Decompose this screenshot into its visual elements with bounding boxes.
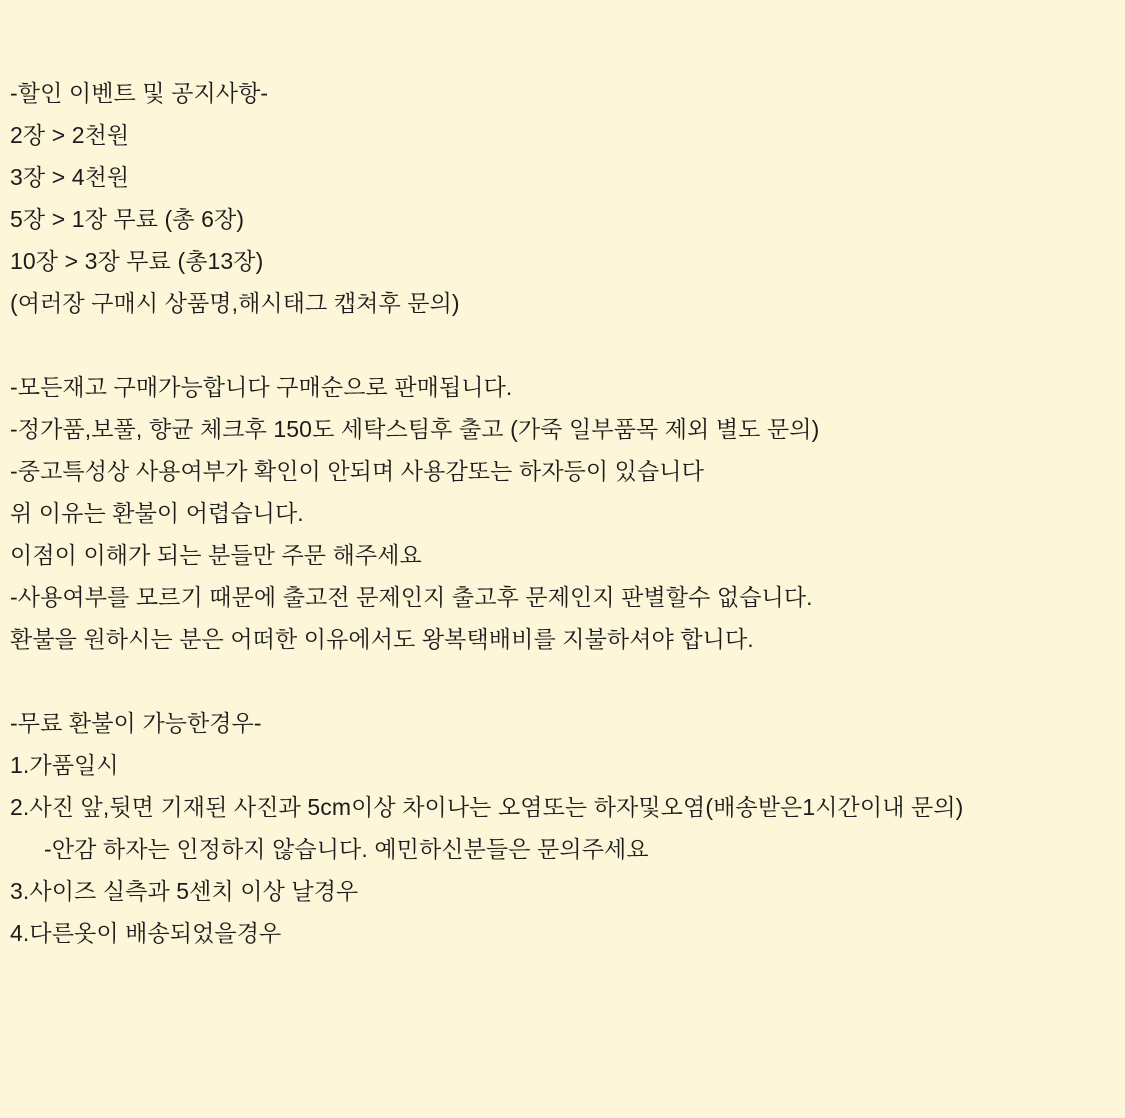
stock-and-condition-section <box>10 366 1125 660</box>
section-divider-2 <box>10 660 1125 702</box>
discount-notice-line-4: 10장 > 3장 무료 (총13장) <box>10 248 264 274</box>
discount-notice-line-3: 5장 > 1장 무료 (총 6장) <box>10 206 245 232</box>
stock-line-6: -사용여부를 모르기 때문에 출고전 문제인지 출고후 문제인지 판별할수 없습니다. <box>10 584 813 610</box>
stock-line-3: -중고특성상 사용여부가 확인이 안되며 사용감또는 하자등이 있습니다 <box>10 458 704 484</box>
stock-line-1: -모든재고 구매가능합니다 구매순으로 판매됩니다. <box>10 374 513 400</box>
discount-notice-heading: -할인 이벤트 및 공지사항- <box>10 80 269 106</box>
free-refund-case-4: 4.다른옷이 배송되었을경우 <box>10 920 282 946</box>
free-refund-heading: -무료 환불이 가능한경우- <box>10 710 262 736</box>
stock-line-4: 위 이유는 환불이 어렵습니다. <box>10 500 304 526</box>
free-refund-case-1: 1.가품일시 <box>10 752 119 778</box>
discount-notice-line-5: (여러장 구매시 상품명,해시태그 캡쳐후 문의) <box>10 290 460 316</box>
free-refund-cases-section <box>10 702 1125 954</box>
free-refund-case-2-note: -안감 하자는 인정하지 않습니다. 예민하신분들은 문의주세요 <box>44 836 649 862</box>
discount-notice-line-1: 2장 > 2천원 <box>10 122 130 148</box>
discount-notice-line-2: 3장 > 4천원 <box>10 164 130 190</box>
stock-line-2: -정가품,보풀, 향균 체크후 150도 세탁스팀후 출고 (가죽 일부품목 제외 별도 문의) <box>10 416 820 442</box>
discount-notice-section <box>10 72 1125 324</box>
section-divider-1 <box>10 324 1125 366</box>
stock-line-5: 이점이 이해가 되는 분들만 주문 해주세요 <box>10 542 422 568</box>
free-refund-case-3: 3.사이즈 실측과 5센치 이상 날경우 <box>10 878 359 904</box>
free-refund-case-2: 2.사진 앞,뒷면 기재된 사진과 5cm이상 차이나는 오염또는 하자및오염(배송받은1시간이내 문의) <box>10 794 964 820</box>
stock-line-7: 환불을 원하시는 분은 어떠한 이유에서도 왕복택배비를 지불하셔야 합니다. <box>10 626 754 652</box>
